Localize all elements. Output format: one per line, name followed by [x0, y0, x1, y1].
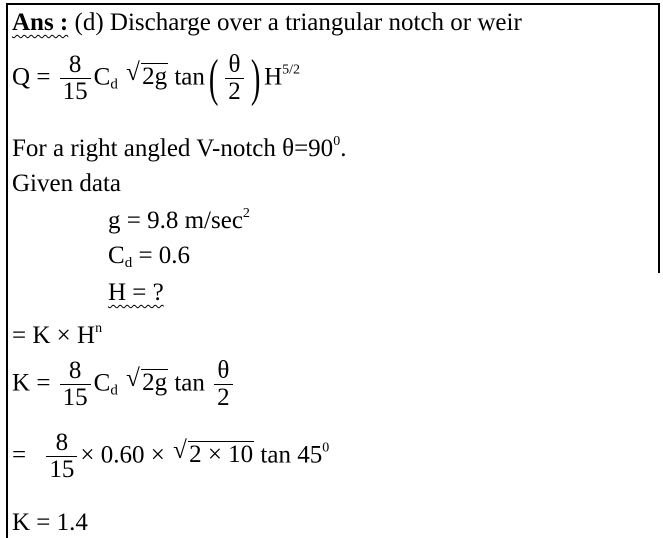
radical-sign: √ — [126, 59, 140, 87]
discharge-formula — [12, 49, 301, 107]
given-cd-value: = 0.6 — [132, 242, 191, 269]
formula-tan: tan — [174, 63, 205, 91]
k-calc-multiplier: × 0.60 × — [80, 441, 165, 469]
k-result: K = 1.4 — [12, 509, 88, 536]
left-paren: ( — [208, 49, 219, 107]
formula-h-exponent: 5/2 — [282, 62, 301, 78]
k-relation-text: = K × H — [12, 322, 96, 349]
given-g — [108, 207, 250, 233]
fraction-numerator: 8 — [60, 52, 91, 79]
v-notch-degree: 0 — [333, 134, 341, 149]
k-formula-cd: C — [93, 369, 111, 397]
k-theta-fraction — [214, 358, 233, 412]
k-formula-square-root — [126, 365, 168, 397]
frame-right-border — [658, 3, 660, 273]
k-relation-exponent: n — [95, 321, 103, 336]
k-formula-lhs: K — [12, 369, 31, 397]
theta-denominator: 2 — [228, 78, 241, 106]
given-g-exponent: 2 — [242, 206, 250, 221]
k-radical-sign: √ — [126, 365, 140, 393]
v-notch-text: For a right angled V-notch θ=90 — [12, 135, 334, 162]
formula-h: H — [264, 63, 283, 91]
k-calc-square-root — [173, 437, 254, 469]
v-notch-period: . — [340, 135, 347, 162]
answer-description: (d) Discharge over a triangular notch or weir — [68, 9, 522, 36]
v-notch-statement — [12, 135, 346, 161]
given-h — [108, 280, 164, 305]
formula-fraction — [60, 52, 91, 106]
k-calc-tan: tan 45 — [260, 441, 323, 469]
k-calc-radical-sign: √ — [173, 437, 187, 465]
k-theta-denominator: 2 — [217, 384, 230, 412]
k-calc-equals: = — [12, 441, 27, 469]
formula-equals: = — [36, 63, 51, 91]
theta-fraction — [225, 52, 244, 106]
theta-numerator: θ — [225, 52, 244, 79]
k-formula-cd-subscript: d — [110, 382, 118, 399]
given-cd-subscript: d — [124, 255, 133, 271]
k-formula-fraction — [60, 358, 91, 412]
answer-heading — [12, 10, 522, 35]
formula-cd-subscript: d — [110, 76, 118, 93]
k-fraction-denominator: 15 — [62, 384, 88, 412]
frame-left-border — [6, 3, 8, 538]
frame-top-border — [6, 3, 660, 5]
k-formula-equals: = — [36, 369, 51, 397]
k-calc-fraction — [46, 430, 77, 484]
answer-label: Ans : — [12, 9, 69, 36]
k-theta-numerator: θ — [214, 358, 233, 385]
right-paren: ) — [250, 49, 261, 107]
formula-cd: C — [93, 63, 111, 91]
fraction-denominator: 15 — [62, 78, 88, 106]
given-cd — [108, 243, 190, 271]
given-data-title: Given data — [12, 170, 121, 197]
k-calc-degree: 0 — [322, 440, 330, 456]
k-fraction-numerator: 8 — [60, 358, 91, 385]
k-formula-tan: tan — [174, 369, 205, 397]
k-calc-numerator: 8 — [46, 430, 77, 457]
radicand: 2g — [142, 63, 168, 91]
k-calc-radicand: 2 × 10 — [189, 441, 254, 469]
k-radicand: 2g — [142, 369, 168, 397]
formula-lhs: Q — [12, 63, 31, 91]
k-calculation — [12, 430, 329, 484]
k-calc-denominator: 15 — [49, 456, 75, 484]
k-formula — [12, 358, 236, 412]
k-relation — [12, 322, 102, 348]
given-g-value: g = 9.8 m/sec — [108, 207, 243, 234]
given-cd-symbol: C — [108, 242, 125, 269]
formula-square-root — [126, 59, 168, 91]
given-h-value: H = ? — [108, 279, 164, 306]
